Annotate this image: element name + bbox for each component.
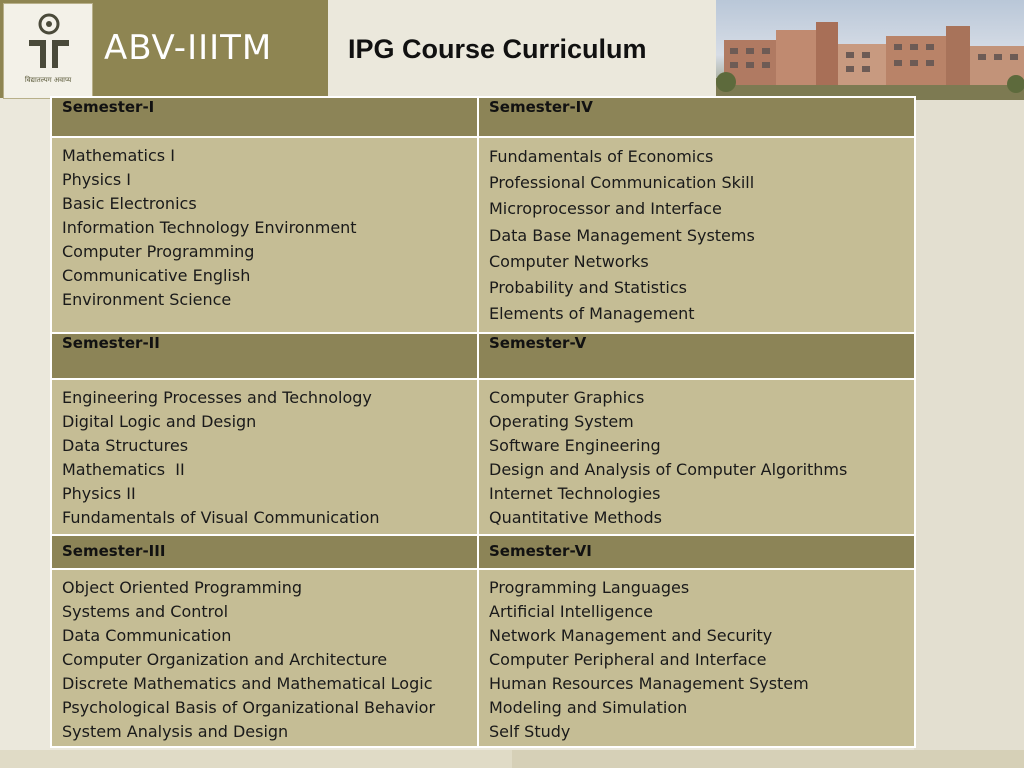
course-item: Physics II bbox=[62, 484, 136, 503]
course-item: Mathematics I bbox=[62, 146, 175, 165]
course-item: Self Study bbox=[489, 722, 571, 741]
course-item: Computer Organization and Architecture bbox=[62, 650, 388, 669]
course-list bbox=[478, 569, 915, 747]
course-item: Data Base Management Systems bbox=[489, 225, 755, 245]
course-item: System Analysis and Design bbox=[62, 722, 289, 741]
course-item: Elements of Management bbox=[489, 304, 695, 324]
decorative-strip bbox=[914, 100, 1024, 768]
curriculum-table bbox=[50, 96, 916, 748]
course-item: Discrete Mathematics and Mathematical Logic bbox=[62, 674, 433, 693]
course-item: Data Communication bbox=[62, 626, 232, 645]
course-item: Physics I bbox=[62, 170, 131, 189]
course-item: Microprocessor and Interface bbox=[489, 199, 722, 219]
course-item: Professional Communication Skill bbox=[489, 173, 755, 193]
footer-bar bbox=[0, 750, 1024, 768]
course-item: Computer Networks bbox=[489, 251, 649, 271]
course-item: Internet Technologies bbox=[489, 484, 661, 503]
course-item: Computer Programming bbox=[62, 242, 255, 261]
course-item: Computer Graphics bbox=[489, 388, 645, 407]
course-item: Software Engineering bbox=[489, 436, 661, 455]
table-row bbox=[51, 379, 915, 535]
course-item: Modeling and Simulation bbox=[489, 698, 688, 717]
campus-photo bbox=[716, 0, 1024, 100]
course-item: Environment Science bbox=[62, 290, 232, 309]
course-item: Programming Languages bbox=[489, 578, 690, 597]
course-item: Fundamentals of Economics bbox=[489, 147, 714, 166]
course-list bbox=[51, 137, 478, 333]
course-item: Basic Electronics bbox=[62, 194, 197, 213]
course-item: Probability and Statistics bbox=[489, 278, 687, 298]
institute-logo-banner bbox=[0, 0, 328, 98]
table-header-row bbox=[51, 97, 915, 137]
logo-tagline: विद्यातल्पग अवाप्य bbox=[24, 76, 72, 84]
course-item: Communicative English bbox=[62, 266, 251, 285]
emblem-icon bbox=[26, 12, 72, 72]
course-item: Artificial Intelligence bbox=[489, 602, 653, 621]
course-list bbox=[51, 379, 478, 535]
semester-heading: Semester-II bbox=[51, 333, 478, 379]
course-item: Psychological Basis of Organizational Behavior bbox=[62, 698, 436, 717]
course-item: Systems and Control bbox=[62, 602, 229, 621]
course-item: Human Resources Management System bbox=[489, 674, 809, 693]
course-list bbox=[51, 569, 478, 747]
course-item: Design and Analysis of Computer Algorithms bbox=[489, 460, 848, 479]
semester-heading: Semester-I bbox=[51, 97, 478, 137]
course-item: Operating System bbox=[489, 412, 634, 431]
course-item: Network Management and Security bbox=[489, 626, 773, 645]
semester-heading: Semester-III bbox=[51, 535, 478, 569]
course-item: Object Oriented Programming bbox=[62, 578, 302, 597]
course-item: Fundamentals of Visual Communication bbox=[62, 508, 380, 527]
course-item: Quantitative Methods bbox=[489, 508, 662, 527]
table-row bbox=[51, 569, 915, 747]
course-item: Mathematics II bbox=[62, 460, 185, 479]
course-list bbox=[478, 137, 915, 333]
course-item: Information Technology Environment bbox=[62, 218, 357, 237]
course-list bbox=[478, 379, 915, 535]
course-item: Digital Logic and Design bbox=[62, 412, 257, 431]
semester-heading: Semester-IV bbox=[478, 97, 915, 137]
semester-heading: Semester-VI bbox=[478, 535, 915, 569]
institute-emblem bbox=[3, 3, 93, 99]
course-item: Data Structures bbox=[62, 436, 189, 455]
course-item: Engineering Processes and Technology bbox=[62, 388, 372, 407]
course-item: Computer Peripheral and Interface bbox=[489, 650, 767, 669]
semester-heading: Semester-V bbox=[478, 333, 915, 379]
table-row bbox=[51, 137, 915, 333]
table-header-row bbox=[51, 333, 915, 379]
table-header-row bbox=[51, 535, 915, 569]
page-title: IPG Course Curriculum bbox=[348, 34, 647, 64]
logo-text: ABV-IIITM bbox=[104, 28, 273, 68]
